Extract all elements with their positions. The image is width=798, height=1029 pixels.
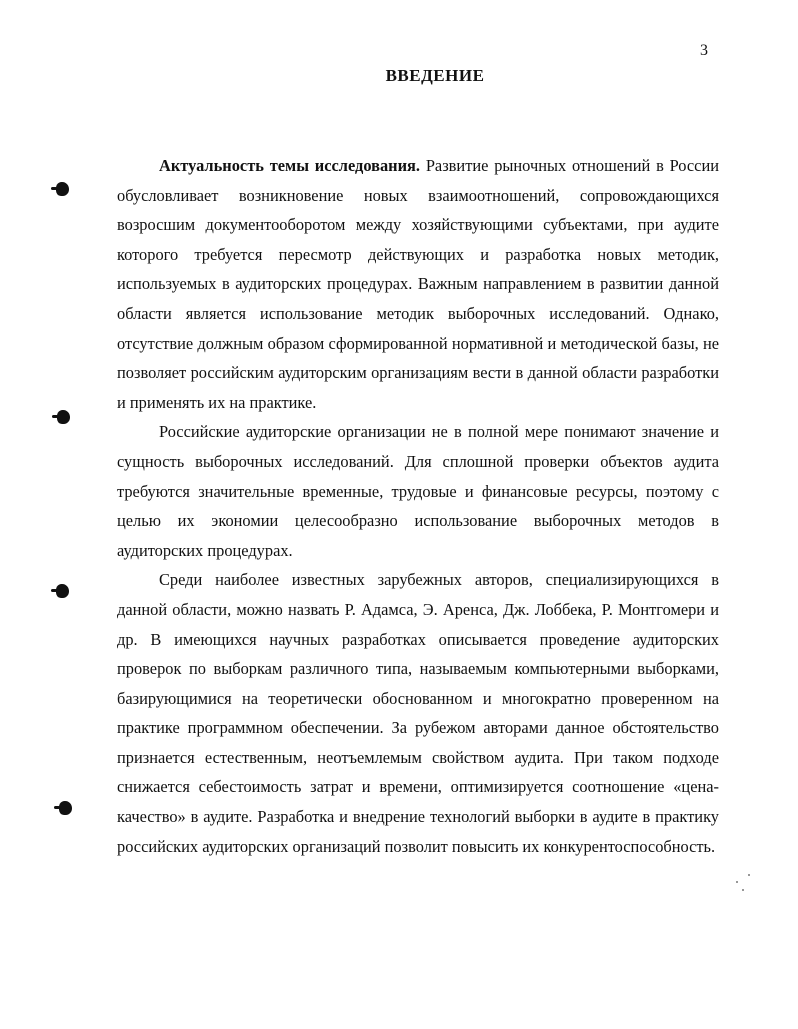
scan-speck (742, 889, 744, 891)
paragraph-text: Развитие рыночных отношений в России обусловливает возникновение новых взаимоотношений, сопровождающихся возросшим документооборотом между хозяйствующими субъектами, при аудите которого требуется пересмотр действующих и разработка новых методик, используемых в аудиторских процедурах. Важным направлением в развитии данной области является использование методик выборочных исследований. Однако, отсутствие должным образом сформированной нормативной и методической базы, не позволяет российским аудиторским организациям вести в данной области разработки и применять их на практике. (117, 156, 720, 412)
hole-punch-mark (56, 182, 69, 196)
scan-speck (748, 874, 750, 876)
paragraph-foreign-authors: Среди наиболее известных зарубежных авторов, специализирующихся в данной области, можно назвать Р. Адамса, Э. Аренса, Дж. Лоббека, Р. Монтгомери и др. В имеющихся научных разработках описывается проведение аудиторских проверок по выборкам различного типа, называемым компьютерными выборками, базирующимися на теоретически обоснованном и многократно проверенном на практике программном обеспечении. За рубежом авторами данное обстоятельство признается естественным, неотъемлемым свойством аудита. При таком подходе снижается себестоимость затрат и времени, оптимизируется соотношение «цена-качество» в аудите. Разработка и внедрение технологий выборки в аудите в практику российских аудиторских организаций позволит повысить их конкурентоспособность. (117, 570, 719, 856)
page-number: 3 (700, 42, 708, 59)
hole-punch-mark (57, 410, 70, 424)
hole-punch-mark (59, 801, 72, 815)
paragraph-relevance (117, 151, 719, 417)
paragraph-russian-audit: Российские аудиторские организации не в полной мере понимают значение и сущность выборочных исследований. Для сплошной проверки объектов аудита требуются значительные временные, трудовые и финансовые ресурсы, поэтому с целью их экономии целесообразно использование выборочных методов в аудиторских процедурах. (117, 422, 719, 560)
page-title: ВВЕДЕНИЕ (385, 66, 485, 85)
paragraph-lead-heading: Актуальность темы исследования. (159, 156, 421, 175)
hole-punch-mark (56, 584, 69, 598)
body-text (117, 151, 719, 861)
scan-speck (736, 881, 738, 883)
